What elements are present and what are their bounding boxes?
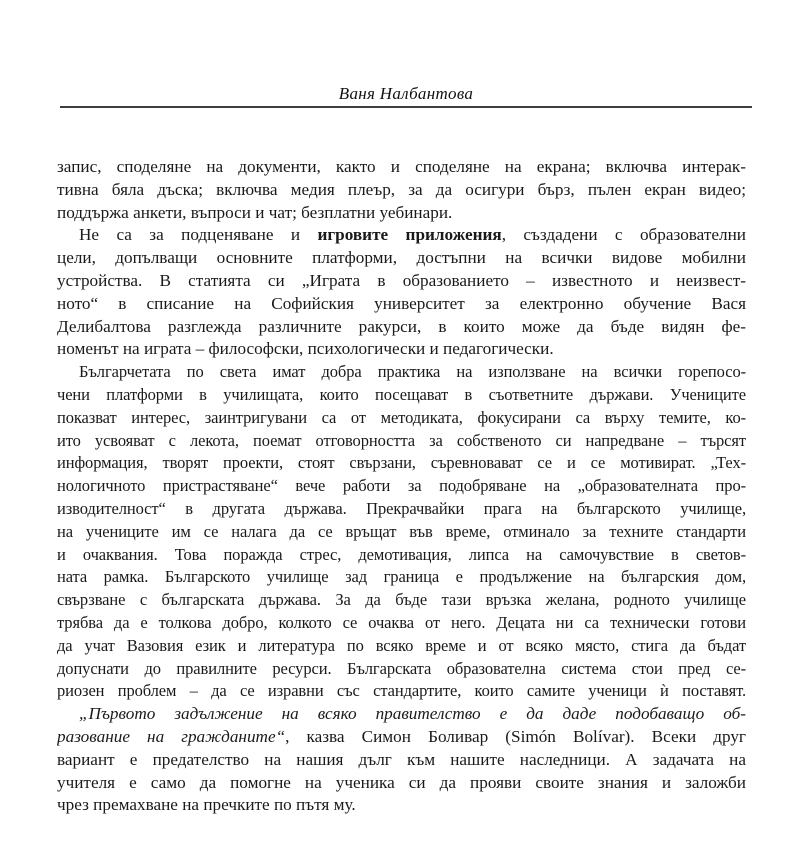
text-line [57,293,746,316]
italic-run: разование на гражданите“ [57,726,286,746]
italic-run: „Първото задължение на всяко правителство е да даде подобаващо об- [79,704,746,724]
text-run: да учат Вазовия език и литература по всяко време и от всяко място, стига да бъдат [57,635,746,655]
text-run: чрез премахване на пречките по пътя му. [57,795,356,815]
text-run: запис, споделяне на документи, както и споделяне на екрана; включва интерак- [57,157,746,176]
text-run: цели, допълващи основните платформи, достъпни на всички видове мобилни [57,248,746,268]
text-line [57,270,746,293]
text-run: на учениците им се налага да се връщат във време, отминало за техните стандарти [57,521,746,541]
text-line [57,635,746,658]
text-run: Не са за подценяване и [79,225,318,245]
header-rule [60,106,752,108]
text-line [57,247,746,270]
text-run: трябва да е толкова добро, колкото се очаква от него. Децата ни са технически готови [57,612,746,632]
text-line [57,202,746,225]
text-line [57,749,746,772]
text-run: устройства. В статията си „Играта в образованието – известното и неизвест- [57,270,746,290]
paragraph [57,361,746,703]
text-run: и очаквания. Това поражда стрес, демотивация, липса на самочувствие в светов- [57,544,746,564]
text-run: ито усвояват с лекота, поемат отговорността за собственото си напредване – търсят [57,430,746,450]
text-run: показват интерес, заинтригувани са от методиката, фокусирани са върху темите, ко- [57,407,746,427]
text-line [57,156,746,179]
text-line [57,772,746,795]
text-run: , казва Симон Боливар (Simón Bolívar). Всеки друг [285,726,746,746]
text-run: Българчетата по света имат добра практика на използване на всички горепосо- [79,362,746,382]
text-run: поддържа анкети, въпроси и чат; безплатни уебинари. [57,202,453,222]
text-line [57,475,746,498]
text-line [57,521,746,544]
text-line [57,452,746,475]
text-line [57,179,746,202]
text-line [57,703,746,726]
bold-run: игровите приложения [317,225,502,245]
text-line [57,612,746,635]
body-text [57,156,746,817]
text-run: риозен проблем – да се изравни със стандартите, които самите ученици ѝ поставят. [57,681,746,701]
text-line [57,589,746,612]
text-run: допуснати до правилните ресурси. Българската образователна система стои пред се- [57,658,746,678]
text-line [57,430,746,453]
text-line [57,407,746,430]
text-line [57,658,746,681]
text-line [57,224,746,247]
text-run: информация, творят проекти, стоят свързани, съревновават се и се мотивират. „Тех- [57,453,746,473]
text-line [57,316,746,339]
text-line [57,566,746,589]
text-line [57,680,746,703]
text-run: нологичното пристрастяване“ вече работи за подобряване на „образователната про- [57,476,746,496]
text-line [57,726,746,749]
paragraph [57,703,746,817]
text-run: ната рамка. Българското училище зад граница е продължение на българския дом, [57,567,746,587]
text-run: , създадени с образователни [501,225,746,245]
running-head-author: Ваня Налбантова [338,84,474,103]
text-run: изводителност“ в другата държава. Прекрачвайки прага на българското училище, [57,498,746,518]
text-line [57,338,746,361]
text-line [57,794,746,817]
text-line [57,361,746,384]
text-run: чени платформи в училищата, които посещават в съответните държави. Учениците [57,384,746,404]
text-run: учителя е само да помогне на ученика си да прояви своите знания и заложби [57,772,746,792]
running-head [60,84,752,104]
text-run: вариант е предателство на нашия дълг към нашите наследници. А задачата на [57,749,746,769]
paragraph [57,224,746,361]
text-line [57,544,746,567]
paragraph [57,156,746,224]
text-run: свързване с българската държава. За да бъде тази връзка желана, родното училище [57,590,746,610]
text-run: номенът на играта – философски, психологически и педагогически. [57,339,554,359]
text-run: Делибалтова разглежда различните ракурси, в които може да бъде видян фе- [57,316,746,336]
text-run: ното“ в списание на Софийския университет за електронно обучение Вася [57,293,746,313]
text-line [57,384,746,407]
text-run: тивна бяла дъска; включва медия плеър, за да осигури бърз, пълен екран видео; [57,179,746,199]
text-line [57,498,746,521]
